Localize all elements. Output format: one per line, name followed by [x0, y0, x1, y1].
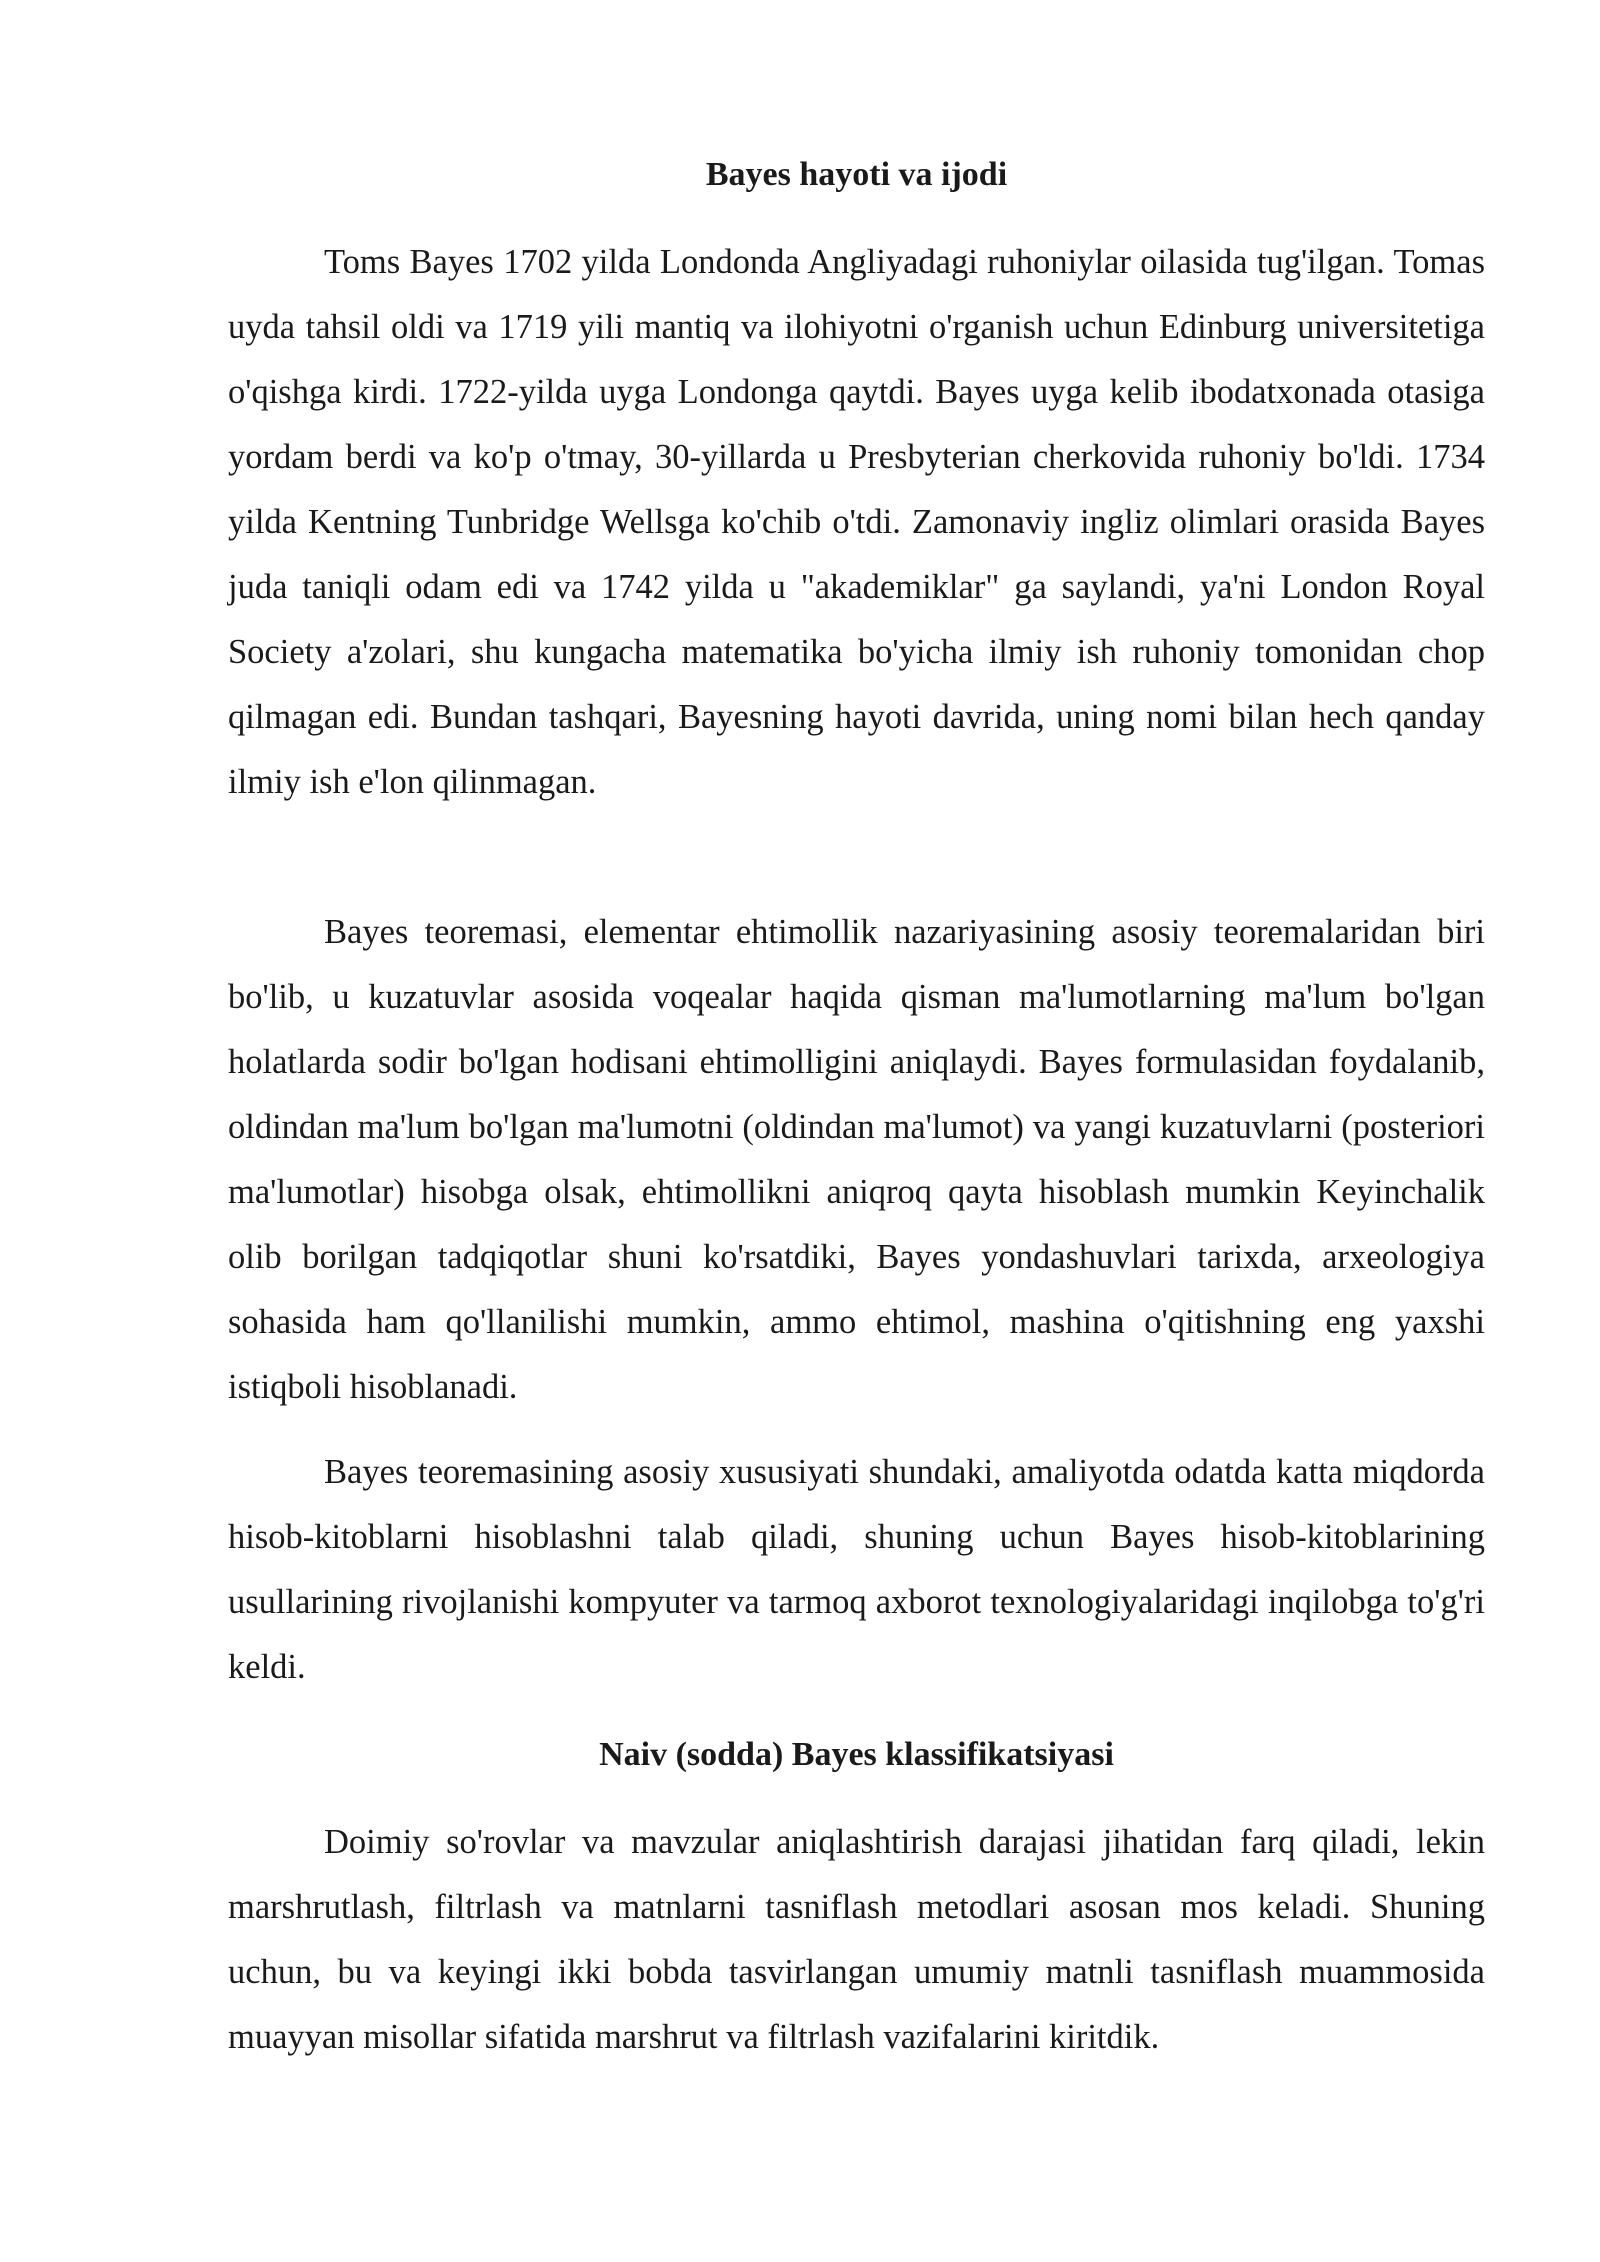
paragraph-biography: Toms Bayes 1702 yilda Londonda Angliyadagi ruhoniylar oilasida tug'ilgan. Tomas uyda tahsil oldi va 1719 yili mantiq va ilohiyotni o'rganish uchun Edinburg universitetiga o'qishga kirdi. 1722-yilda uyga Londonga qaytdi. Bayes uyga kelib ibodatxonada otasiga yordam berdi va ko'p o'tmay, 30-yillarda u Presbyterian cherkovida ruhoniy bo'ldi. 1734 yilda Kentning Tunbridge Wellsga ko'chib o'tdi. Zamonaviy ingliz olimlari orasida Bayes juda taniqli odam edi va 1742 yilda u "akademiklar" ga saylandi, ya'ni London Royal Society a'zolari, shu kungacha matematika bo'yicha ilmiy ish ruhoniy tomonidan chop qilmagan edi. Bundan tashqari, Bayesning hayoti davrida, uning nomi bilan hech qanday ilmiy ish e'lon qilinmagan. — [228, 243, 1485, 801]
paragraph-computation: Bayes teoremasining asosiy xususiyati shundaki, amaliyotda odatda katta miqdorda hisob-kitoblarni hisoblashni talab qiladi, shuning uchun Bayes hisob-kitoblarining usullarining rivojlanishi kompyuter va tarmoq axborot texnologiyalaridagi inqilobga to'g'ri keldi. — [228, 1453, 1485, 1686]
paragraph-theorem: Bayes teoremasi, elementar ehtimollik nazariyasining asosiy teoremalaridan biri bo'lib, u kuzatuvlar asosida voqealar haqida qisman ma'lumotlarning ma'lum bo'lgan holatlarda sodir bo'lgan hodisani ehtimolligini aniqlaydi. Bayes formulasidan foydalanib, oldindan ma'lum bo'lgan ma'lumotni (oldindan ma'lumot) va yangi kuzatuvlarni (posteriori ma'lumotlar) hisobga olsak, ehtimollikni aniqroq qayta hisoblash mumkin Keyinchalik olib borilgan tadqiqotlar shuni ko'rsatdiki, Bayes yondashuvlari tarixda, arxeologiya sohasida ham qo'llanilishi mumkin, ammo ehtimol, mashina o'qitishning eng yaxshi istiqboli hisoblanadi. — [228, 913, 1485, 1406]
paragraph-classification: Doimiy so'rovlar va mavzular aniqlashtirish darajasi jihatidan farq qiladi, lekin marshrutlash, filtrlash va matnlarni tasniflash metodlari asosan mos keladi. Shuning uchun, bu va keyingi ikki bobda tasvirlangan umumiy matnli tasniflash muammosida muayyan misollar sifatida marshrut va filtrlash vazifalarini kiritdik. — [228, 1823, 1485, 2056]
page-title: Bayes hayoti va ijodi — [705, 156, 1008, 193]
section-subtitle: Naiv (sodda) Bayes klassifikatsiyasi — [599, 1736, 1114, 1773]
